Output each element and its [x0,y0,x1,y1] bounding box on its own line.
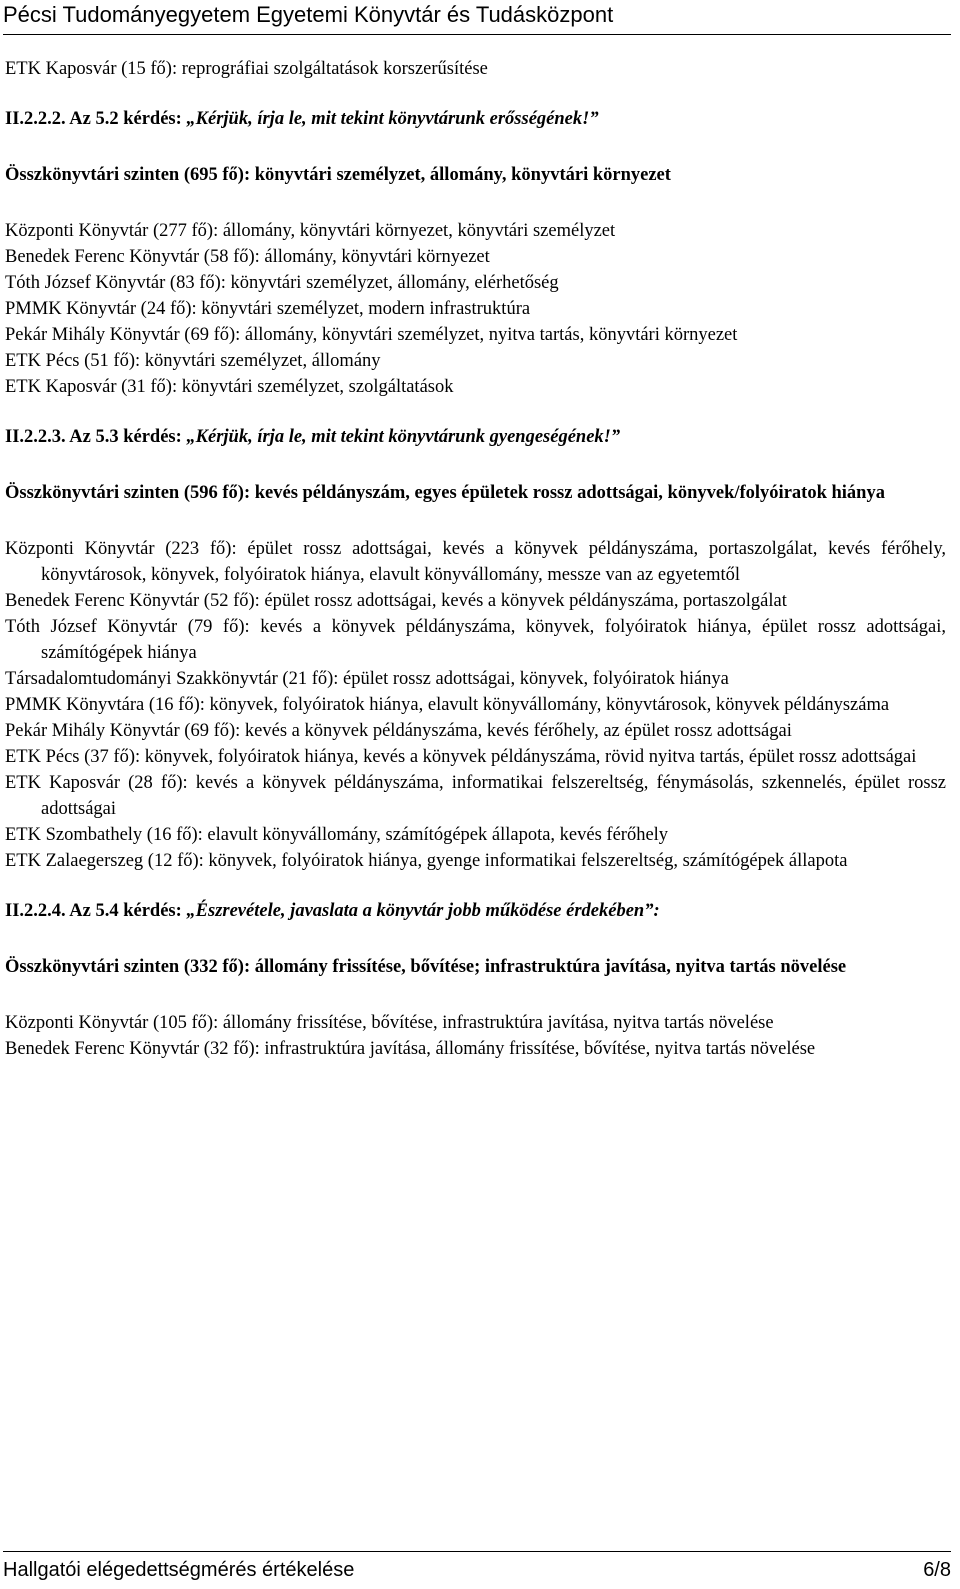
list-item: Benedek Ferenc Könyvtár (58 fő): állomány, könyvtári környezet [5,247,490,267]
list-item: Pekár Mihály Könyvtár (69 fő): kevés a könyvek példányszáma, kevés férőhely, az épület rossz adottságai [5,721,792,741]
list-item: Benedek Ferenc Könyvtár (52 fő): épület rossz adottságai, kevés a könyvek példányszáma, portaszolgálat [5,591,787,611]
kaposvar-reprography-line: ETK Kaposvár (15 fő): reprográfiai szolgáltatások korszerűsítése [5,59,488,79]
list-item: Központi Könyvtár (105 fő): állomány frissítése, bővítése, infrastruktúra javítása, nyitva tartás növelése [5,1013,774,1033]
list-item: Pekár Mihály Könyvtár (69 fő): állomány, könyvtári személyzet, nyitva tartás, könyvtári környezet [5,325,738,345]
page-content [5,56,946,1062]
section-question: „Kérjük, írja le, mit tekint könyvtárunk gyengeségének!” [186,427,621,447]
overall-summary: Összkönyvtári szinten (332 fő): állomány frissítése, bővítése; infrastruktúra javítása, nyitva tartás növelése [5,957,847,977]
list-item: ETK Pécs (51 fő): könyvtári személyzet, állomány [5,351,381,371]
list-item: PMMK Könyvtár (24 fő): könyvtári személyzet, modern infrastruktúra [5,299,531,319]
list-item: Benedek Ferenc Könyvtár (32 fő): infrastruktúra javítása, állomány frissítése, bővítése, nyitva tartás növelése [5,1039,816,1059]
list-item: ETK Zalaegerszeg (12 fő): könyvek, folyóiratok hiánya, gyenge informatikai felszereltség, számítógépek állapota [5,851,848,871]
page-header [3,0,951,35]
list-item: Társadalomtudományi Szakkönyvtár (21 fő): épület rossz adottságai, könyvek, folyóiratok hiánya [5,669,729,689]
section-number: II.2.2.3. Az 5.3 kérdés: [5,427,187,447]
overall-summary: Összkönyvtári szinten (596 fő): kevés példányszám, egyes épületek rossz adottságai, könyvek/folyóiratok hiánya [5,483,885,503]
section-heading-5-4 [5,898,946,924]
section-heading-5-3 [5,424,946,450]
section-question: „Észrevétele, javaslata a könyvtár jobb működése érdekében”: [186,901,660,921]
section-number: II.2.2.4. Az 5.4 kérdés: [5,901,187,921]
list-item: ETK Kaposvár (31 fő): könyvtári személyzet, szolgáltatások [5,377,454,397]
list-item: Központi Könyvtár (277 fő): állomány, könyvtári környezet, könyvtári személyzet [5,221,616,241]
list-item: ETK Kaposvár (28 fő): kevés a könyvek példányszáma, informatikai felszereltség, fénymásolás, szkennelés, épület rossz adottságai [5,773,946,819]
header-title: Pécsi Tudományegyetem Egyetemi Könyvtár és Tudásközpont [3,2,614,27]
library-list [5,218,946,400]
page-footer [3,1551,951,1581]
section-number: II.2.2.2. Az 5.2 kérdés: [5,109,187,129]
library-list [5,1010,946,1062]
footer-document-title: Hallgatói elégedettségmérés értékelése [3,1559,355,1581]
list-item: ETK Szombathely (16 fő): elavult könyvállomány, számítógépek állapota, kevés férőhely [5,825,669,845]
list-item: PMMK Könyvtára (16 fő): könyvek, folyóiratok hiánya, elavult könyvállomány, könyvtárosok, könyvek példányszáma [5,695,890,715]
list-item: ETK Pécs (37 fő): könyvek, folyóiratok hiánya, kevés a könyvek példányszáma, rövid nyitva tartás, épület rossz adottságai [5,747,917,767]
list-item: Tóth József Könyvtár (83 fő): könyvtári személyzet, állomány, elérhetőség [5,273,559,293]
section-heading-5-2 [5,106,946,132]
section-question: „Kérjük, írja le, mit tekint könyvtárunk erősségének!” [186,109,599,129]
overall-summary: Összkönyvtári szinten (695 fő): könyvtári személyzet, állomány, könyvtári környezet [5,165,671,185]
library-list [5,536,946,874]
page-number: 6/8 [923,1559,951,1581]
list-item: Központi Könyvtár (223 fő): épület rossz adottságai, kevés a könyvek példányszáma, portaszolgálat, kevés férőhely, könyvtárosok, könyvek, folyóiratok hiánya, elavult könyvállomány, messze van az egyetemtől [5,539,946,585]
list-item: Tóth József Könyvtár (79 fő): kevés a könyvek példányszáma, könyvek, folyóiratok hiánya, épület rossz adottságai, számítógépek hiánya [5,617,946,663]
